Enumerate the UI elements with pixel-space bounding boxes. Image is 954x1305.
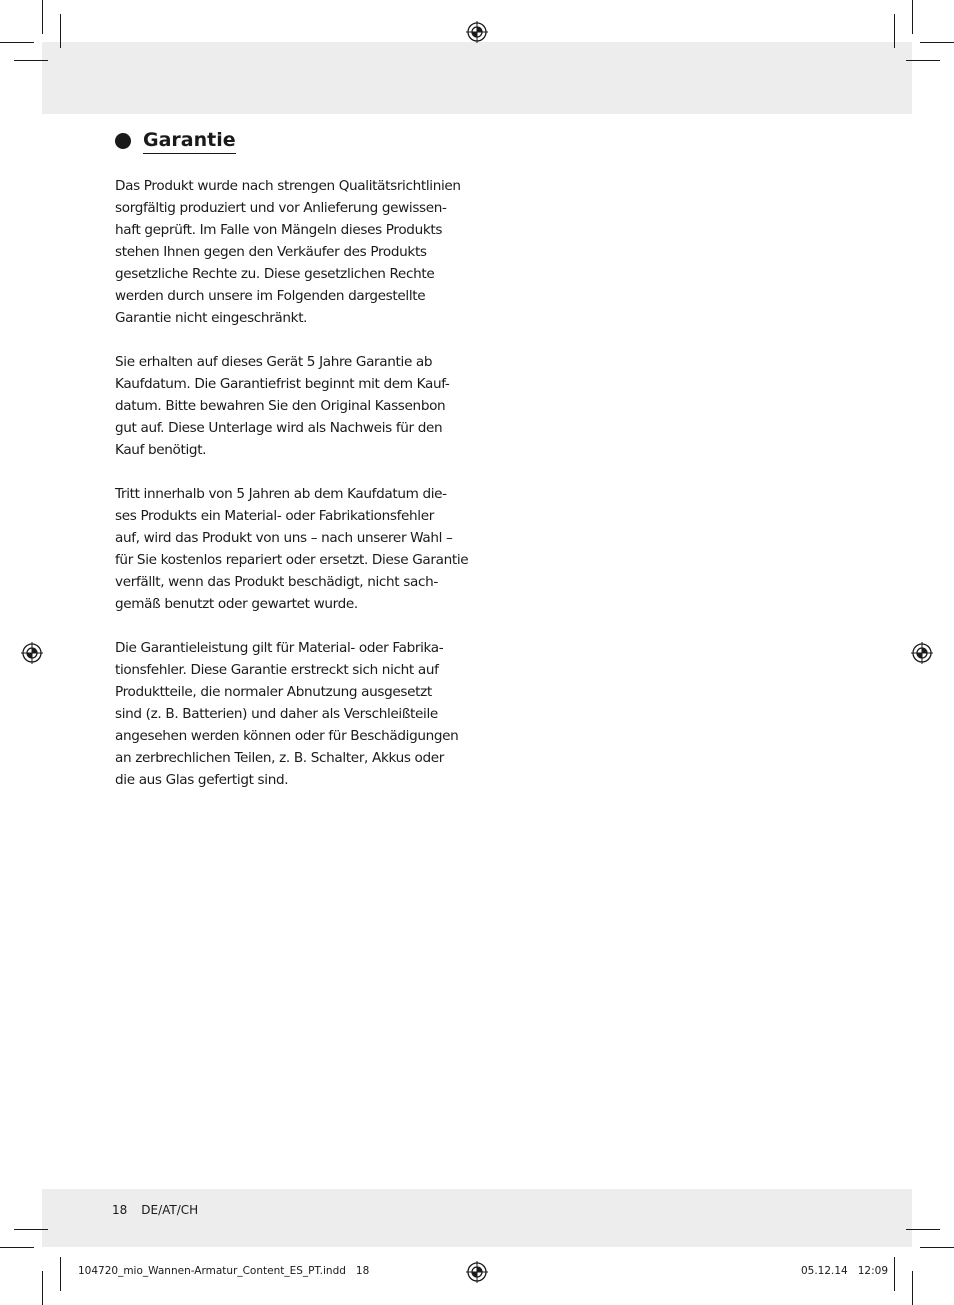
crop-mark — [894, 14, 895, 48]
crop-mark — [60, 1257, 61, 1291]
crop-mark — [920, 42, 954, 43]
slug-timestamp — [801, 1265, 888, 1277]
text-line: sorgfältig produziert und vor Anlieferung gewissen- — [115, 200, 447, 216]
slug-time: 12:09 — [857, 1265, 888, 1277]
text-line: haft geprüft. Im Falle von Mängeln dieses Produkts — [115, 222, 443, 238]
text-line: Kauf benötigt. — [115, 442, 207, 458]
registration-mark-icon — [466, 1261, 488, 1283]
text-line: tionsfehler. Diese Garantie erstreckt sich nicht auf — [115, 662, 439, 678]
region-label: DE/AT/CH — [141, 1203, 199, 1217]
text-line: werden durch unsere im Folgenden dargestellte — [115, 288, 426, 304]
registration-mark-icon — [466, 21, 488, 43]
registration-mark-icon — [21, 642, 43, 664]
text-line: Produktteile, die normaler Abnutzung ausgesetzt — [115, 684, 432, 700]
text-line: ses Produkts ein Material- oder Fabrikationsfehler — [115, 508, 434, 524]
text-line: verfällt, wenn das Produkt beschädigt, nicht sach- — [115, 574, 438, 590]
text-line: Die Garantieleistung gilt für Material- oder Fabrika- — [115, 640, 444, 656]
text-line: gemäß benutzt oder gewartet wurde. — [115, 596, 358, 612]
text-line: gut auf. Diese Unterlage wird als Nachweis für den — [115, 420, 443, 436]
text-line: die aus Glas gefertigt sind. — [115, 772, 289, 788]
crop-mark — [906, 1229, 940, 1230]
crop-mark — [42, 1271, 43, 1305]
paragraph — [115, 637, 470, 791]
crop-mark — [14, 1229, 48, 1230]
text-line: auf, wird das Produkt von uns – nach unserer Wahl – — [115, 530, 453, 546]
crop-mark — [14, 60, 48, 61]
section-title: Garantie — [143, 128, 236, 154]
text-line: für Sie kostenlos repariert oder ersetzt. Diese Garantie — [115, 552, 469, 568]
text-line: Tritt innerhalb von 5 Jahren ab dem Kaufdatum die- — [115, 486, 447, 502]
text-line: datum. Bitte bewahren Sie den Original Kassenbon — [115, 398, 446, 414]
crop-mark — [912, 1271, 913, 1305]
text-line: an zerbrechlichen Teilen, z. B. Schalter, Akkus oder — [115, 750, 445, 766]
text-line: Kaufdatum. Die Garantiefrist beginnt mit dem Kauf- — [115, 376, 450, 392]
crop-mark — [920, 1247, 954, 1248]
paragraph — [115, 175, 470, 329]
text-line: gesetzliche Rechte zu. Diese gesetzlichen Rechte — [115, 266, 435, 282]
footer-band — [42, 1189, 912, 1247]
paragraph — [115, 483, 470, 615]
guarantee-text — [115, 175, 470, 813]
paragraph — [115, 351, 470, 461]
text-line: sind (z. B. Batterien) und daher als Verschleißteile — [115, 706, 438, 722]
crop-mark — [912, 0, 913, 34]
page-number: 18 — [112, 1203, 128, 1217]
crop-mark — [60, 14, 61, 48]
text-line: stehen Ihnen gegen den Verkäufer des Produkts — [115, 244, 427, 260]
registration-mark-icon — [911, 642, 933, 664]
page-footer — [112, 1203, 198, 1217]
crop-mark — [0, 42, 34, 43]
slug-date: 05.12.14 — [800, 1265, 848, 1277]
crop-mark — [906, 60, 940, 61]
text-line: Das Produkt wurde nach strengen Qualitätsrichtlinien — [115, 178, 461, 194]
header-band — [42, 42, 912, 114]
crop-mark — [894, 1257, 895, 1291]
bullet-icon — [115, 133, 131, 149]
slug-filename: 104720_mio_Wannen-Armatur_Content_ES_PT.indd 18 — [78, 1265, 370, 1277]
text-line: Sie erhalten auf dieses Gerät 5 Jahre Garantie ab — [115, 354, 433, 370]
text-line: Garantie nicht eingeschränkt. — [115, 310, 308, 326]
crop-mark — [42, 0, 43, 34]
crop-mark — [0, 1247, 34, 1248]
section-heading — [115, 128, 236, 154]
text-line: angesehen werden können oder für Beschädigungen — [115, 728, 459, 744]
